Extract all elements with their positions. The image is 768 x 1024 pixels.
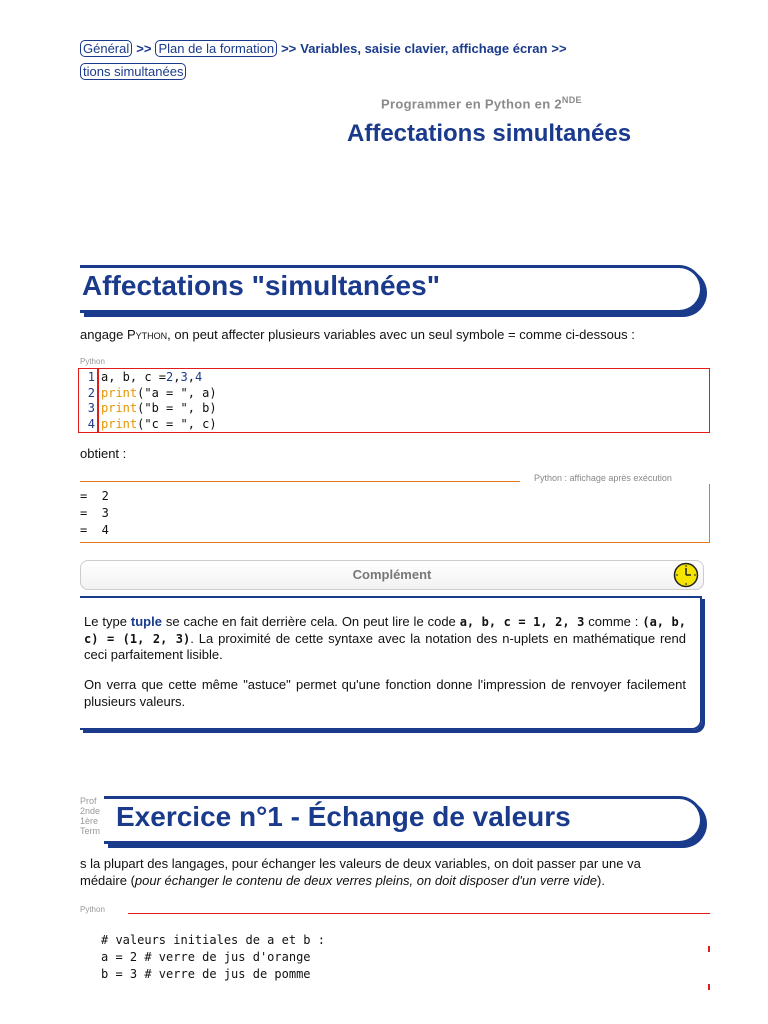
breadcrumb-separator: >> [281, 41, 297, 56]
section-title: Affectations "simultanées" [82, 270, 440, 301]
obtient-text: obtient : [80, 446, 127, 461]
level-tags [80, 796, 100, 836]
p1-text: Le type [84, 614, 131, 629]
line-number: 2 [87, 385, 95, 400]
output-block [80, 484, 710, 543]
code-line [81, 370, 217, 386]
level-tag: 1ère [80, 816, 99, 826]
code-text: ("a = ", a) [137, 385, 217, 400]
kicker-sup: NDE [561, 95, 582, 105]
exercise-code-top-rule [128, 913, 710, 914]
code-text: , [187, 370, 195, 384]
inline-code: (a, b, c) = (1, 2, 3) [84, 615, 686, 646]
output-label: Python : affichage après exécution [534, 473, 672, 483]
p1-text: . La proximité de cette syntaxe avec la notation des n-uplets en mathématique rend ceci parfaitement lisible. [84, 630, 686, 662]
breadcrumb-link-plan[interactable]: Plan de la formation [155, 40, 277, 57]
exercise-title-bar [104, 796, 703, 844]
code-keyword: print [101, 385, 138, 400]
page-kicker [381, 95, 582, 111]
line2-italic: pour échanger le contenu de deux verres pleins, on doit disposer d'un verre vide [134, 873, 598, 888]
code-text: , [173, 370, 181, 384]
breadcrumb-link-variables[interactable]: Variables, saisie clavier, affichage écran [300, 41, 548, 56]
code-keyword: print [101, 401, 138, 415]
output-line: = 2 [80, 489, 109, 503]
code-line [81, 386, 217, 402]
level-tag: 2nde [80, 806, 101, 816]
code-text: ("c = ", c) [137, 416, 217, 431]
p1-text: se cache en fait derrière cela. On peut lire le code [161, 614, 460, 629]
code-keyword: print [101, 416, 138, 431]
level-tag: Prof [80, 796, 97, 806]
intro-python: Python [127, 327, 168, 342]
exercise-code-block [101, 932, 325, 983]
exercise-line-2 [80, 873, 605, 888]
code-text: a, b, c = [101, 370, 167, 384]
output-line: = 3 [80, 506, 109, 520]
code-label: Python [80, 357, 105, 366]
code-line: b = 3 # verre de jus de pomme [101, 967, 311, 981]
breadcrumb-separator: >> [551, 41, 567, 56]
page-title: Affectations simultanées [347, 120, 632, 147]
section-title-bar [80, 265, 703, 313]
level-tag: Term [80, 826, 100, 836]
section-intro [80, 327, 635, 342]
code-line [81, 401, 217, 417]
code-block [78, 368, 710, 433]
line2-text: ). [597, 873, 605, 888]
complement-paragraph-2: On verra que cette même "astuce" permet qu'une fonction donne l'impression de renvoyer facilement plusieurs valeurs. [84, 677, 686, 709]
complement-title: Complément [352, 567, 432, 582]
exercise-title: Exercice n°1 - Échange de valeurs [116, 801, 571, 832]
output-top-rule [80, 481, 520, 482]
exercise-code-label: Python [80, 905, 105, 914]
code-number: 3 [180, 370, 188, 384]
breadcrumb-separator: >> [136, 41, 152, 56]
code-text: ("b = ", b) [137, 401, 217, 415]
code-line: # valeurs initiales de a et b : [101, 933, 325, 947]
line-number: 4 [87, 416, 95, 431]
line2-text: médaire ( [80, 873, 135, 888]
complement-header [80, 560, 704, 590]
code-line [81, 417, 217, 433]
tuple-keyword: tuple [130, 614, 162, 629]
breadcrumb-link-general[interactable]: Général [80, 40, 132, 57]
output-line: = 4 [80, 523, 109, 537]
complement-body [80, 596, 702, 730]
exercise-line-1: s la plupart des langages, pour échanger les valeurs de deux variables, on doit passer par une va [80, 856, 641, 871]
clock-icon [673, 562, 699, 588]
code-number: 4 [194, 370, 203, 384]
code-border-mark [708, 946, 710, 952]
line-number: 3 [87, 401, 95, 415]
breadcrumb [80, 41, 571, 56]
breadcrumb-line2 [80, 64, 186, 79]
code-number: 2 [166, 370, 174, 384]
code-border-mark [708, 984, 710, 990]
code-line: a = 2 # verre de jus d'orange [101, 950, 311, 964]
p1-text: comme : [584, 614, 643, 629]
breadcrumb-current[interactable]: tions simultanées [80, 63, 186, 80]
complement-paragraph-1 [84, 614, 686, 664]
intro-post: , on peut affecter plusieurs variables avec un seul symbole = comme ci-dessous : [167, 327, 635, 342]
kicker-text: Programmer en Python en 2 [381, 96, 562, 112]
line-number: 1 [87, 370, 95, 384]
inline-code: a, b, c = 1, 2, 3 [459, 615, 585, 629]
intro-pre: angage [80, 327, 127, 342]
